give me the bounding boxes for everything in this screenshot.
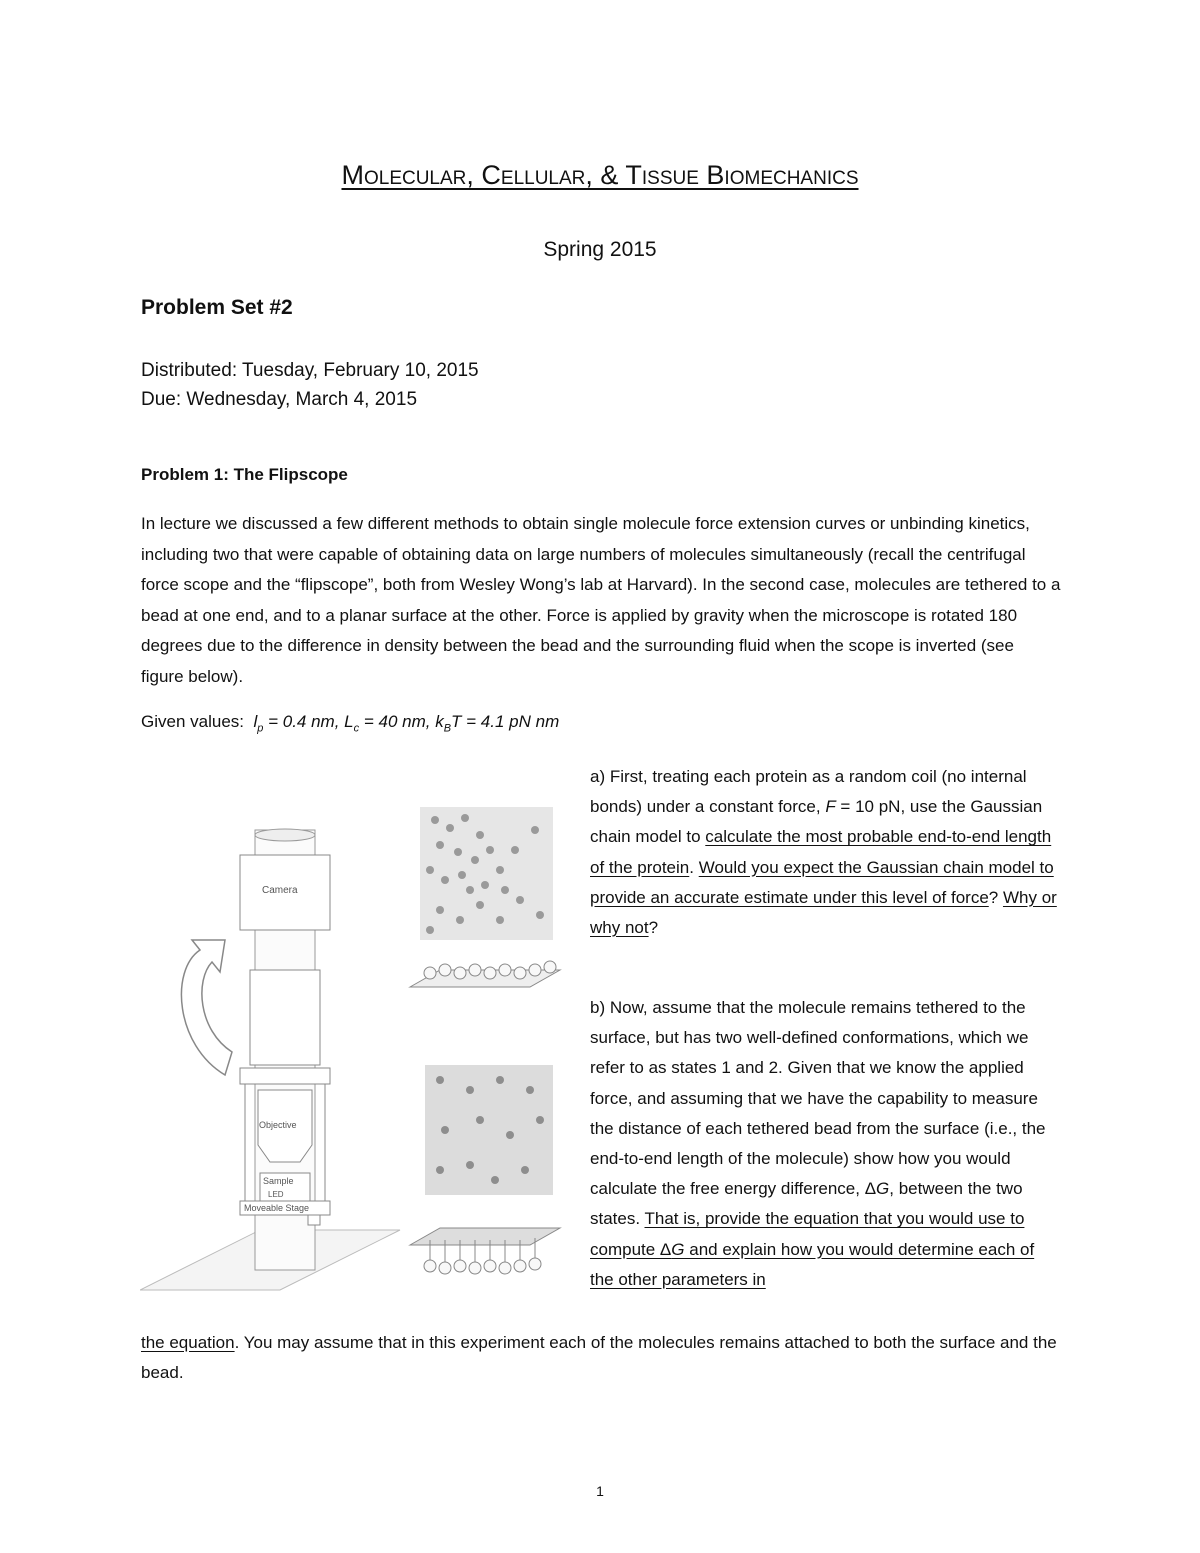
part-a-task2: Would you expect the Gaussian chain model to provide an accurate estimate under this level of force	[590, 857, 1054, 907]
lc-value: = 40 nm,	[359, 712, 436, 731]
kb-symbol: k	[435, 712, 444, 731]
objective-label: Objective	[259, 1120, 297, 1130]
lc-symbol: L	[344, 712, 354, 731]
given-values	[141, 712, 559, 734]
g-symbol: G	[876, 1179, 890, 1199]
part-a-text4: ?	[988, 887, 1003, 907]
kbt-value: T = 4.1 pN nm	[451, 712, 560, 731]
bead-row-top	[424, 961, 556, 979]
part-b-text2: , between the two states.	[590, 1179, 1023, 1229]
middle-box	[250, 970, 320, 1065]
lc-sub: c	[353, 722, 360, 735]
semester: Spring 2015	[543, 238, 657, 261]
problem-1-intro: In lecture we discussed a few different methods to obtain single molecule force extension curves or unbinding kinetics, including two that were capable of obtaining data on large numbers of molecules simultaneously (recall the centrifugal force scope and the “flipscope”, both from Wesley Wong’s lab at Harvard). In the second case, molecules are tethered to a bead at one end, and to a planar surface at the other. Force is applied by gravity when the microscope is rotated 180 degrees due to the difference in density between the bead and the surrounding fluid when the scope is inverted (see figure below).	[141, 514, 1061, 686]
part-a-text3: .	[689, 857, 699, 877]
part-a	[590, 762, 1060, 943]
problem-set-heading: Problem Set #2	[141, 296, 293, 319]
dates	[141, 356, 479, 414]
lp-sub: p	[257, 722, 264, 735]
part-a-text1: a) First, treating each protein as a random coil (no internal bonds) under a constant force,	[590, 767, 1027, 817]
rotation-arrow-icon	[181, 940, 232, 1075]
part-b	[590, 993, 1060, 1295]
part-b-text1: b) Now, assume that the molecule remains tethered to the surface, but has two well-defined conformations, which we refer to as states 1 and 2. Given that we know the applied force, and assuming that we have the capability to measure the distance of each tethered bead from the surface (i.e., the end-to-end length of the molecule) show how you would calculate the free energy difference, Δ	[590, 998, 1046, 1199]
part-b-task3: the equation	[141, 1333, 235, 1352]
camera-label: Camera	[262, 885, 298, 896]
distributed-date: Distributed: Tuesday, February 10, 2015	[141, 360, 479, 381]
force-symbol: F	[825, 797, 836, 817]
due-date: Due: Wednesday, March 4, 2015	[141, 389, 418, 410]
problem-1-title: Problem 1: The Flipscope	[141, 465, 348, 484]
part-a-text2: = 10 pN, use the Gaussian chain model to	[590, 797, 1043, 847]
kb-sub: B	[443, 722, 452, 735]
part-b-task1: That is, provide the equation that you would use to compute Δ	[590, 1209, 1025, 1259]
part-a-text5: ?	[648, 918, 659, 938]
stage-label: Moveable Stage	[244, 1203, 310, 1213]
bead-row-bottom	[424, 1258, 541, 1274]
given-label: Given values:	[141, 712, 244, 731]
lp-value: = 0.4 nm,	[263, 712, 345, 731]
part-a-task1: calculate the most probable end-to-end length of the protein	[590, 827, 1052, 877]
document-title: Molecular, Cellular, & Tissue Biomechanics	[341, 160, 859, 190]
part-b-text3: . You may assume that in this experiment each of the molecules remains attached to both the surface and the bead.	[141, 1333, 1057, 1383]
lp-symbol: l	[253, 712, 258, 731]
part-b-task2: and explain how you would determine each of the other parameters in	[590, 1239, 1035, 1289]
part-b-continued	[141, 1328, 1061, 1388]
flipscope-figure	[140, 790, 570, 1310]
part-a-task3: Why or why not	[590, 887, 1057, 938]
page-number: 1	[596, 1483, 604, 1499]
part-b-task-g: G	[671, 1239, 685, 1259]
sample-label: Sample	[263, 1176, 294, 1186]
led-label: LED	[268, 1190, 284, 1199]
